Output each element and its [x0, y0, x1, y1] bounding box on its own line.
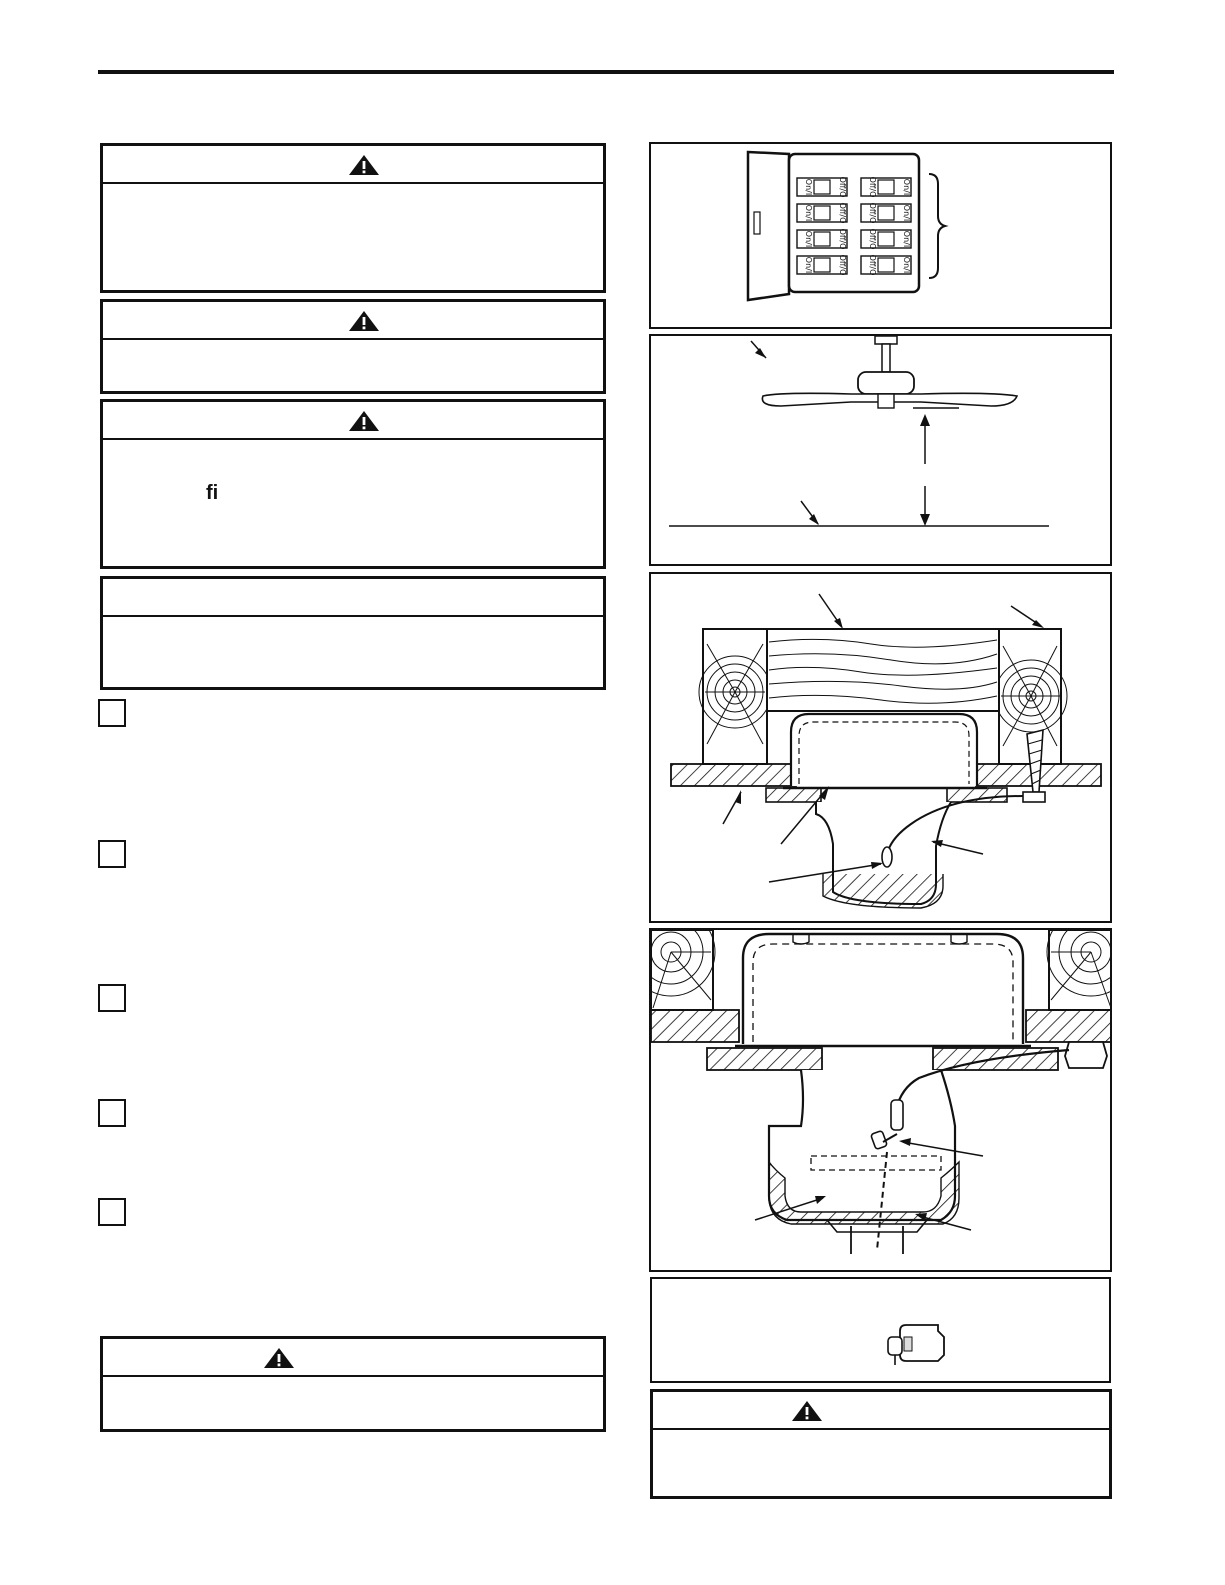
figure-mount-detail — [649, 928, 1112, 1272]
warning-triangle-icon — [348, 310, 380, 332]
ligature-glyph: ﬁ — [206, 482, 219, 504]
breaker-label: Off/O — [838, 228, 847, 250]
breaker-label: Off/O — [868, 254, 877, 276]
warning-box-2 — [100, 299, 606, 394]
warning-triangle-icon — [348, 154, 380, 176]
warning-header — [653, 1392, 1109, 1430]
notice-header — [103, 579, 603, 617]
breaker-label: Off/O — [838, 254, 847, 276]
breaker-label: Off/O — [838, 176, 847, 198]
breaker-label: Off/O — [868, 228, 877, 250]
warning-header — [103, 146, 603, 184]
breaker-label: On/I — [902, 230, 911, 248]
breaker-label: On/I — [804, 230, 813, 248]
breaker-label: Off/O — [868, 176, 877, 198]
breaker-panel-illustration — [651, 144, 1112, 329]
breaker-label: Off/O — [868, 202, 877, 224]
breaker-label: On/I — [804, 204, 813, 222]
cable-clip-icon — [888, 1325, 944, 1365]
figure-fan-clearance — [649, 334, 1112, 566]
notice-box — [100, 576, 606, 690]
figure-breaker-panel — [649, 142, 1112, 329]
top-rule — [98, 70, 1114, 74]
warning-header — [103, 402, 603, 440]
outlet-box-illustration — [651, 574, 1112, 923]
breaker-label: On/I — [902, 178, 911, 196]
warning-box-1 — [100, 143, 606, 293]
warning-header — [103, 1339, 603, 1377]
breaker-label: On/I — [804, 178, 813, 196]
fan-clearance-illustration — [651, 336, 1112, 566]
warning-box-right — [650, 1389, 1112, 1499]
step-checkbox-5[interactable] — [98, 1198, 126, 1226]
clip-illustration — [652, 1279, 1111, 1383]
warning-triangle-icon — [263, 1347, 295, 1369]
breaker-label: On/I — [902, 256, 911, 274]
figure-outlet-box-mount — [649, 572, 1112, 923]
figure-clip-detail — [650, 1277, 1111, 1383]
breaker-label: Off/O — [838, 202, 847, 224]
step-checkbox-3[interactable] — [98, 984, 126, 1012]
warning-header — [103, 302, 603, 340]
warning-triangle-icon — [791, 1400, 823, 1422]
mount-detail-illustration — [651, 930, 1112, 1272]
warning-triangle-icon — [348, 410, 380, 432]
step-checkbox-4[interactable] — [98, 1099, 126, 1127]
step-checkbox-2[interactable] — [98, 840, 126, 868]
step-checkbox-1[interactable] — [98, 699, 126, 727]
breaker-label: On/I — [804, 256, 813, 274]
breaker-label: On/I — [902, 204, 911, 222]
warning-box-3 — [100, 399, 606, 569]
warning-box-bottom — [100, 1336, 606, 1432]
